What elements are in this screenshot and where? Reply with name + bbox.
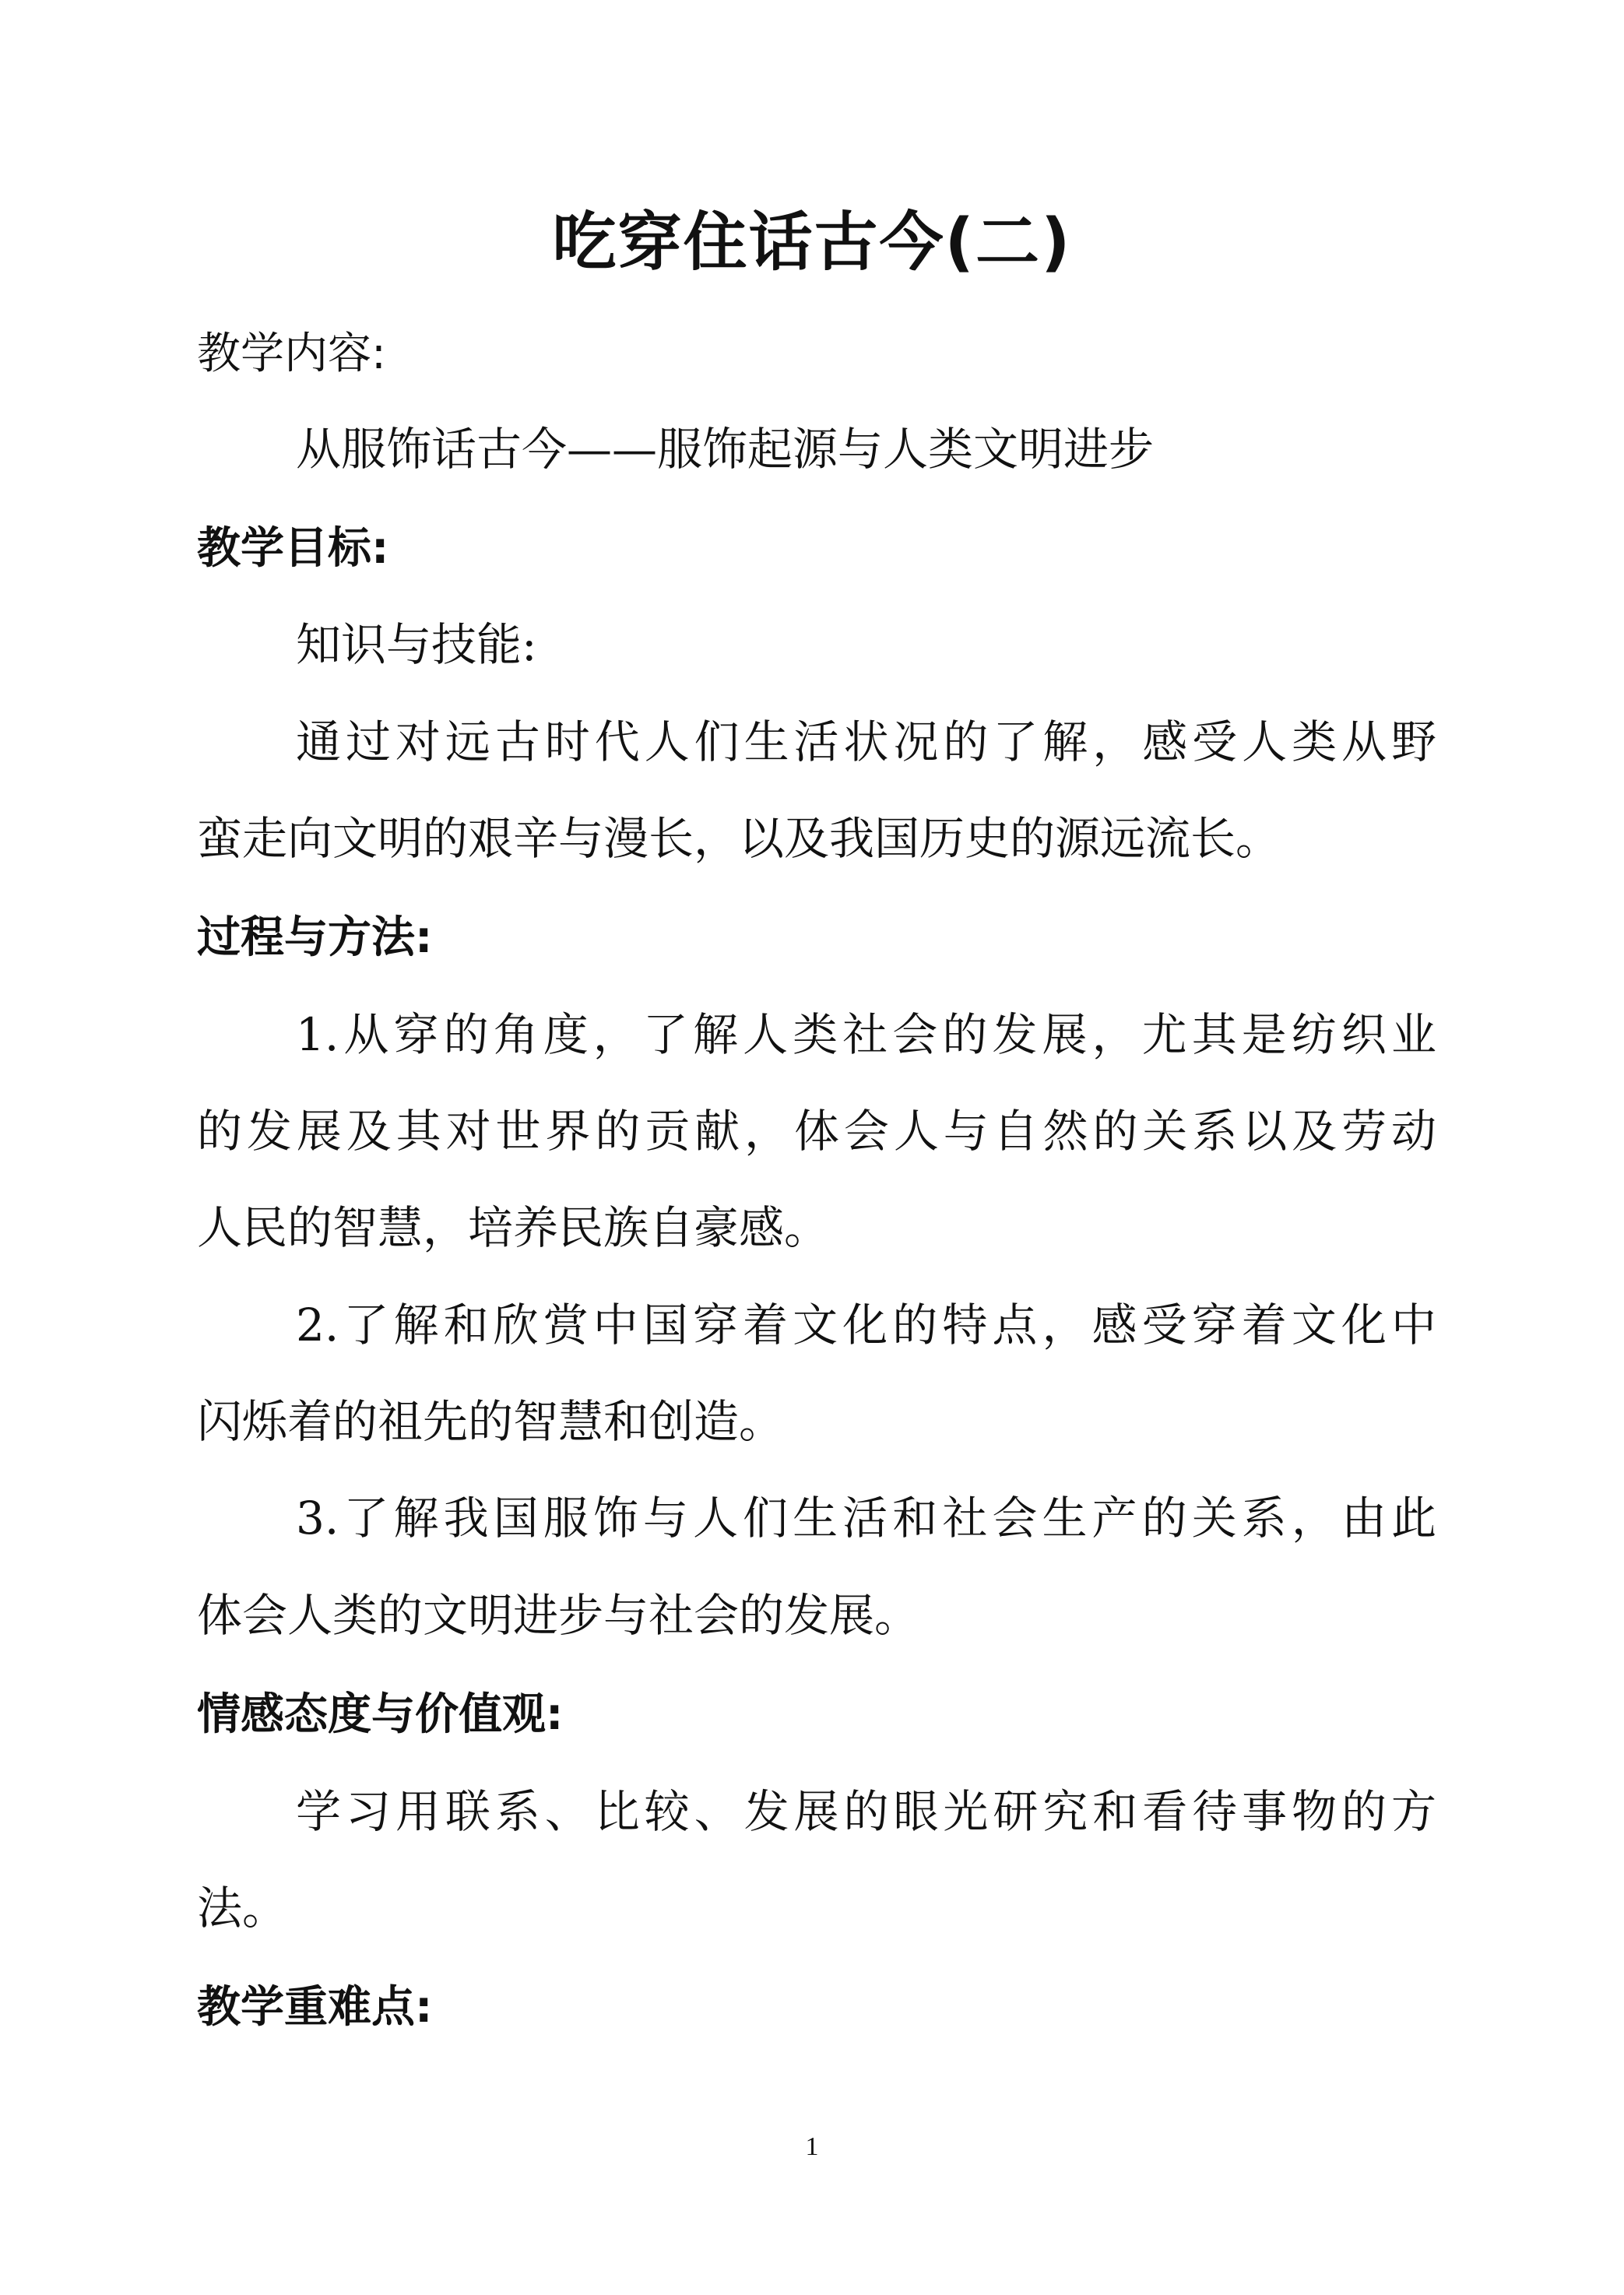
knowledge-line-2: 蛮走向文明的艰辛与漫长，以及我国历史的源远流长。 <box>197 812 1281 865</box>
process-item-2-line-1: 2.了解和欣赏中国穿着文化的特点，感受穿着文化中 <box>296 1299 1436 1351</box>
process-item-2-line-2: 闪烁着的祖先的智慧和创造。 <box>197 1395 785 1448</box>
section-heading-process: 过程与方法: <box>197 912 433 963</box>
process-item-1-line-1: 1.从穿的角度，了解人类社会的发展，尤其是纺织业 <box>296 1008 1436 1061</box>
knowledge-label: 知识与技能: <box>296 618 537 671</box>
content-text: 从服饰话古今——服饰起源与人类文明进步 <box>296 423 1155 476</box>
process-item-1-line-3: 人民的智慧，培养民族自豪感。 <box>197 1201 830 1254</box>
section-heading-attitudes: 情感态度与价值观: <box>197 1689 564 1740</box>
section-heading-key-points: 教学重难点: <box>197 1982 433 2033</box>
attitudes-line-2: 法。 <box>197 1882 288 1935</box>
section-heading-objectives: 教学目标: <box>197 523 389 574</box>
process-item-1-line-2: 的发展及其对世界的贡献，体会人与自然的关系以及劳动 <box>197 1105 1436 1158</box>
process-item-3-line-1: 3.了解我国服饰与人们生活和社会生产的关系，由此 <box>296 1492 1436 1545</box>
page-number: 1 <box>805 2132 819 2161</box>
knowledge-line-1: 通过对远古时代人们生活状况的了解，感受人类从野 <box>296 715 1436 768</box>
document-title: 吃穿住话古今(二) <box>552 206 1072 279</box>
section-heading-content: 教学内容: <box>197 329 386 379</box>
attitudes-line-1: 学习用联系、比较、发展的眼光研究和看待事物的方 <box>296 1785 1436 1838</box>
process-item-3-line-2: 体会人类的文明进步与社会的发展。 <box>197 1589 920 1642</box>
